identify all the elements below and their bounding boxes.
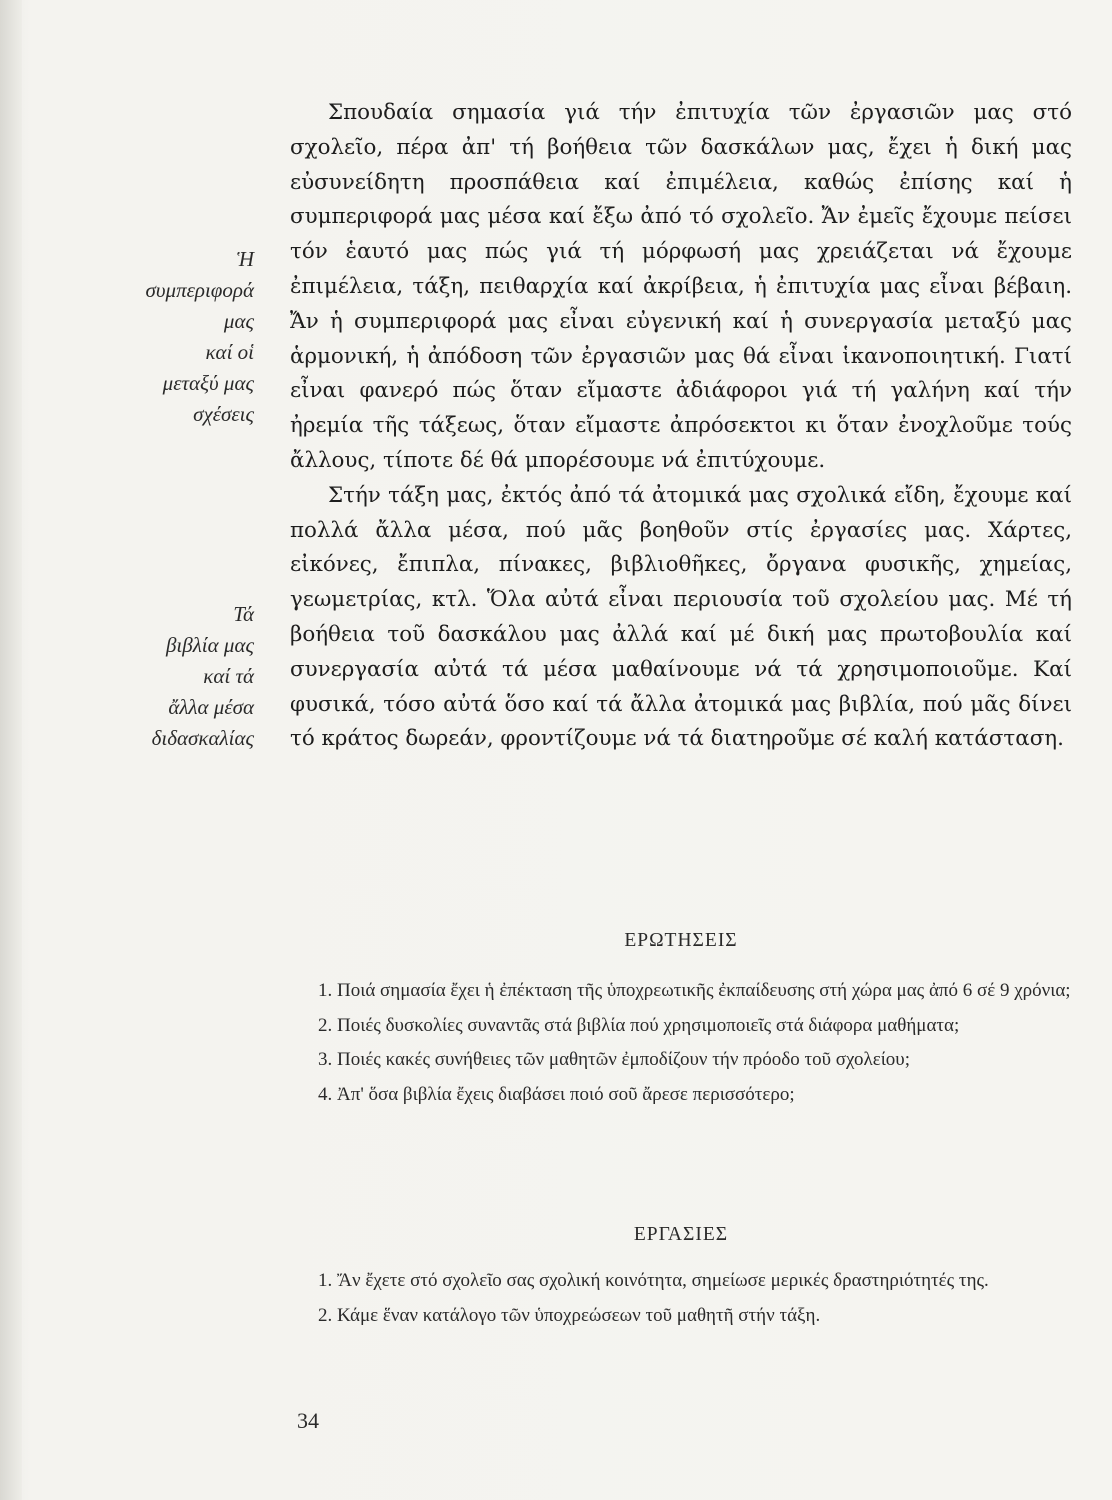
margin-note-books	[104, 599, 254, 754]
margin-note-line: ἄλλα μέσα	[168, 695, 254, 719]
question-item: 3. Ποιές κακές συνήθειες τῶν μαθητῶν ἐμποδίζουν τήν πρόοδο τοῦ σχολείου;	[318, 1049, 910, 1070]
margin-note-line: βιβλία μας	[165, 633, 254, 657]
tasks-heading: ΕΡΓΑΣΙΕΣ	[633, 1224, 729, 1245]
margin-note-line: σχέσεις	[193, 402, 254, 426]
task-item: 1. Ἄν ἔχετε στό σχολεῖο σας σχολική κοινότητα, σημείωσε μερικές δραστηριότητές της.	[318, 1270, 989, 1291]
margin-note-line: μεταξύ μας	[162, 371, 254, 395]
page-number: 34	[297, 1408, 319, 1433]
margin-note-line: Τά	[233, 602, 254, 626]
questions-list	[290, 977, 1072, 1115]
margin-note-line: μας	[223, 309, 254, 333]
main-text	[290, 96, 1072, 757]
paragraph-behavior: Σπουδαία σημασία γιά τήν ἐπιτυχία τῶν ἐργασιῶν μας στό σχολεῖο, πέρα ἀπ' τή βοήθεια τῶν δασκάλων μας, ἔχει ἡ δική μας εὐσυνείδητη προσπάθεια καί ἐπιμέλεια, καθώς ἐπίσης καί ἡ συμπεριφορά μας μέσα καί ἔξω ἀπό τό σχολεῖο. Ἄν ἐμεῖς ἔχουμε πείσει τόν ἑαυτό μας πώς γιά τή μόρφωσή μας χρειάζεται νά ἔχουμε ἐπιμέλεια, τάξη, πειθαρχία καί ἀκρίβεια, ἡ ἐπιτυχία μας εἶναι βέβαιη. Ἄν ἡ συμπεριφορά μας εἶναι εὐγενική καί ἡ συνεργασία μεταξύ μας ἁρμονική, ἡ ἀπόδοση τῶν ἐργασιῶν μας θά εἶναι ἱκανοποιητική. Γιατί εἶναι φανερό πώς ὅταν εἴμαστε ἀδιάφοροι γιά τή γαλήνη καί τήν ἠρεμία τῆς τάξεως, ὅταν εἴμαστε ἀπρόσεκτοι κι ὅταν ἐνοχλοῦμε τούς ἄλλους, τίποτε δέ θά μπορέσουμε νά ἐπιτύχουμε.	[290, 100, 1072, 473]
margin-note-behavior	[104, 244, 254, 430]
margin-note-line: συμπεριφορά	[145, 278, 254, 302]
margin-note-line: καί τά	[203, 664, 254, 688]
tasks-list	[290, 1267, 1072, 1336]
questions-heading: ΕΡΩΤΗΣΕΙΣ	[624, 930, 738, 951]
question-item: 4. Ἀπ' ὅσα βιβλία ἔχεις διαβάσει ποιό σοῦ ἄρεσε περισσότερο;	[318, 1083, 795, 1105]
margin-note-line: καί οἱ	[205, 340, 254, 364]
margin-note-line: Ἡ	[236, 247, 254, 271]
paragraph-books: Στήν τάξη μας, ἐκτός ἀπό τά ἀτομικά μας σχολικά εἴδη, ἔχουμε καί πολλά ἄλλα μέσα, πού μᾶς βοηθοῦν στίς ἐργασίες μας. Χάρτες, εἰκόνες, ἔπιπλα, πίνακες, βιβλιοθῆκες, ὄργανα φυσικῆς, χημείας, γεωμετρίας, κτλ. Ὅλα αὐτά εἶναι περιουσία τοῦ σχολείου μας. Μέ τή βοήθεια τοῦ δασκάλου μας ἀλλά καί μέ δική μας πρωτοβουλία καί συνεργασία αὐτά τά μέσα μαθαίνουμε νά τά χρησιμοποιοῦμε. Καί φυσικά, τόσο αὐτά ὅσο καί τά ἄλλα ἀτομικά μας βιβλία, πού μᾶς δίνει τό κράτος δωρεάν, φροντίζουμε νά τά διατηροῦμε σέ καλή κατάσταση.	[290, 482, 1072, 752]
task-item: 2. Κάμε ἕναν κατάλογο τῶν ὑποχρεώσεων τοῦ μαθητῆ στήν τάξη.	[318, 1304, 821, 1326]
question-item: 2. Ποιές δυσκολίες συναντᾶς στά βιβλία πού χρησιμοποιεῖς στά διάφορα μαθήματα;	[318, 1014, 960, 1036]
page-spine-shadow	[0, 0, 22, 1500]
margin-note-line: διδασκαλίας	[151, 726, 254, 750]
question-item: 1. Ποιά σημασία ἔχει ἡ ἐπέκταση τῆς ὑποχρεωτικῆς ἐκπαίδευσης στή χώρα μας ἀπό 6 σέ 9 χρόνια;	[318, 980, 1071, 1001]
